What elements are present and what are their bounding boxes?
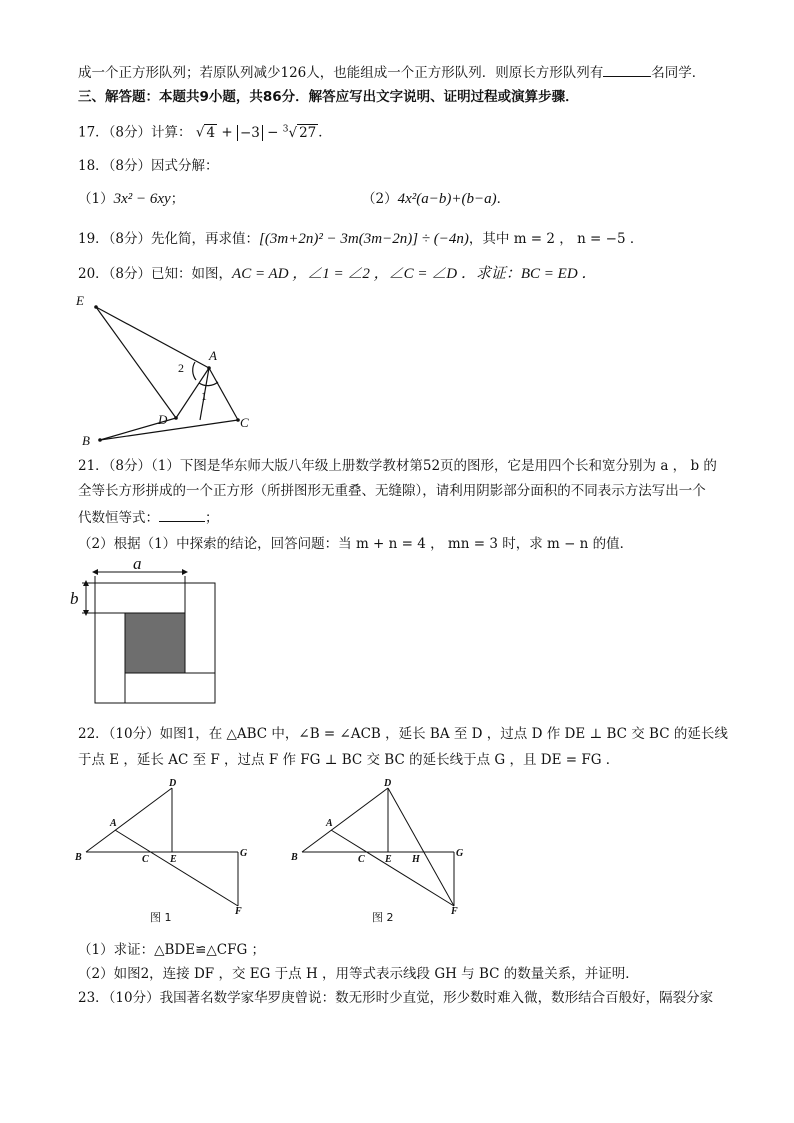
label-C: C: [240, 415, 249, 430]
q16-suffix: 名同学．: [651, 65, 706, 81]
question-17: 17．（8分）计算： √ 4 + −3 − $^3$√ 27 ．: [78, 124, 332, 141]
svg-text:E: E: [385, 854, 392, 865]
question-21-part2: （2）根据（1）中探索的结论，回答问题：当 m + n = 4 ， mn = 3 时，求 m − n 的值．: [78, 536, 634, 552]
question-18-part1: （1）3x² − 6xy；: [78, 191, 185, 207]
section-heading: 三、解答题：本题共9小题，共86分．解答应写出文字说明、证明过程或演算步骤．: [78, 89, 579, 105]
svg-text:B: B: [291, 852, 298, 863]
question-21-line2: 全等长方形拼成的一个正方形（所拼图形无重叠、无缝隙），请利用阴影部分面积的不同表示方法写出一个: [78, 483, 706, 499]
svg-text:F: F: [235, 906, 242, 917]
label-A: A: [209, 348, 217, 363]
label-a: a: [133, 558, 142, 573]
caption-figure1: 图 1: [150, 911, 172, 924]
question-21-line1: 21．（8分）（1）下图是华东师大版八年级上册数学教材第52页的图形，它是用四个长和宽分别为 a ， b 的: [78, 458, 717, 474]
q16-text: 成一个正方形队列；若原队列减少126人，也能组成一个正方形队列．则原长方形队列有: [78, 65, 604, 81]
label-D: D: [158, 412, 168, 427]
svg-text:B: B: [75, 852, 82, 863]
answer-blank: [603, 62, 651, 77]
label-1: 1: [201, 389, 207, 403]
question-22-line1: 22．（10分）如图1，在 △ABC 中，∠B = ∠ACB ，延长 BA 至 D ，过点 D 作 DE ⊥ BC 交 BC 的延长线: [78, 726, 728, 742]
answer-blank: [159, 507, 205, 522]
question-18-part2: （2）4x²(a−b)+(b−a)．: [362, 191, 511, 207]
question-18: 18．（8分）因式分解：: [78, 158, 219, 174]
figure-q20: [70, 290, 270, 450]
label-E: E: [76, 293, 84, 308]
label-2: 2: [178, 361, 184, 375]
svg-text:D: D: [169, 778, 177, 789]
question-16-continuation: [78, 62, 705, 83]
question-22-line2: 于点 E ，延长 AC 至 F ，过点 F 作 FG ⊥ BC 交 BC 的延长线于点 G ，且 DE = FG ．: [78, 752, 620, 768]
svg-text:D: D: [384, 778, 392, 789]
svg-text:H: H: [412, 854, 420, 865]
svg-text:A: A: [326, 818, 333, 829]
svg-text:A: A: [110, 818, 117, 829]
label-B: B: [82, 433, 90, 448]
abs-value: −3: [237, 125, 263, 141]
label-b: b: [70, 589, 79, 608]
svg-text:F: F: [451, 906, 458, 917]
svg-text:G: G: [456, 848, 464, 859]
sqrt-4: √ 4: [195, 124, 216, 141]
question-23: 23．（10分）我国著名数学家华罗庚曾说：数无形时少直觉，形少数时难入微，数形结合百般好，隔裂分家: [78, 990, 714, 1006]
figure-q22-1: [72, 778, 262, 918]
svg-text:E: E: [170, 854, 177, 865]
figure-q21: [68, 558, 228, 708]
question-22-part1: （1）求证：△BDE≌△CFG ；: [78, 942, 266, 958]
caption-figure2: 图 2: [372, 911, 394, 924]
question-22-part2: （2）如图2，连接 DF ，交 EG 于点 H ，用等式表示线段 GH 与 BC 的数量关系，并证明．: [78, 966, 639, 982]
svg-text:C: C: [358, 854, 365, 865]
svg-text:C: C: [142, 854, 149, 865]
question-20: 20．（8分）已知：如图，AC = AD ，∠1 = ∠2 ，∠C = ∠D ．求证：BC = ED ．: [78, 266, 597, 282]
question-19: 19．（8分）先化简，再求值：[(3m+2n)² − 3m(3m−2n)] ÷ (−4n)，其中 m = 2 ， n = −5 ．: [78, 231, 644, 247]
cube-root-27: $^3$√ 27: [282, 124, 317, 141]
figure-q22-2: [288, 778, 478, 918]
shaded-square: [125, 613, 185, 673]
question-21-line3: 代数恒等式： ；: [78, 507, 219, 528]
svg-text:G: G: [240, 848, 248, 859]
